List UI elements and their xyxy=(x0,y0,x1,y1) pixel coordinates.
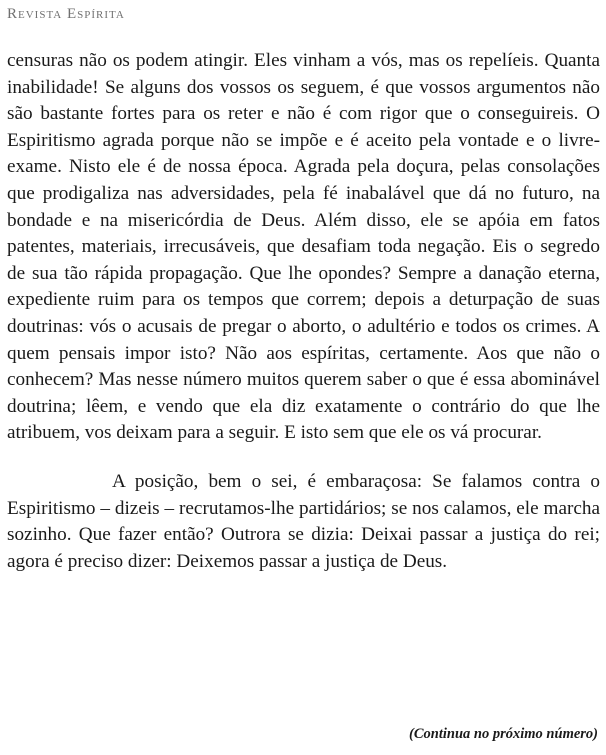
paragraph-1: censuras não os podem atingir. Eles vinham a vós, mas os repelíeis. Quanta inabilidade! Se alguns dos vossos os seguem, é que vossos argumentos não são bastante fortes para os reter e não é com rigor que o conseguireis. O Espiritismo agrada porque não se impõe e é aceito pela vontade e o livre-exame. Nisto ele é de nossa época. Agrada pela doçura, pelas consolações que prodigaliza nas adversidades, pela fé inabalável que dá no futuro, na bondade e na misericórdia de Deus. Além disso, ele se apóia em fatos patentes, materiais, irrecusáveis, que desafiam toda negação. Eis o segredo de sua tão rápida propagação. Que lhe opondes? Sempre a danação eterna, expediente ruim para os tempos que correm; depois a deturpação de suas doutrinas: vós o acusais de pregar o aborto, o adultério e todos os crimes. A quem pensais impor isto? Não aos espíritas, certamente. Aos que não o conhecem? Mas nesse número muitos querem saber o que é essa abominável doutrina; lêem, e vendo que ela diz exatamente o contrário do que lhe atribuem, vos deixam para a seguir. E isto sem que ele os vá procurar. xyxy=(7,50,600,444)
paragraph-2: A posição, bem o sei, é embaraçosa: Se falamos contra o Espiritismo – dizeis – recrutamos-lhe partidários; se nos calamos, ele marcha sozinho. Que fazer então? Outrora se dizia: Deixai passar a justiça do rei; agora é preciso dizer: Deixemos passar a justiça de Deus. xyxy=(7,470,600,572)
article-body xyxy=(7,48,600,575)
continued-note: (Continua no próximo número) xyxy=(409,726,598,742)
running-header-title: Revista Espírita xyxy=(7,6,125,22)
